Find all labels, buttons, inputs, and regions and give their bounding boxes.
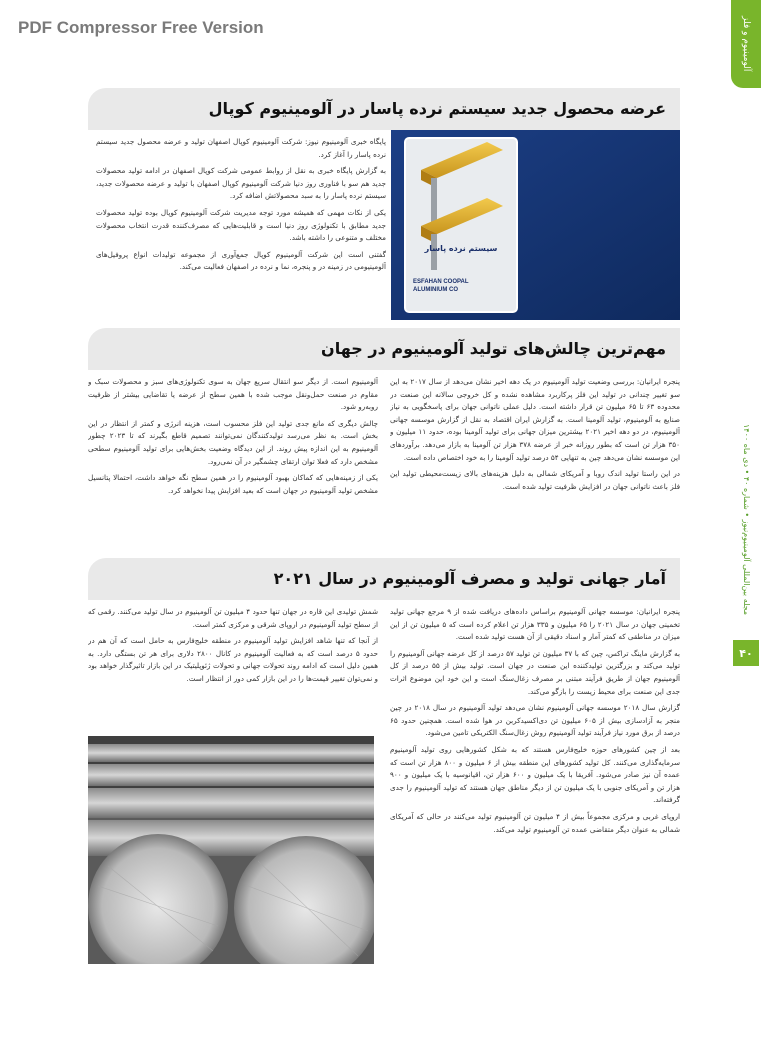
article2-paragraph: پنجره ایرانیان: بررسی وضعیت تولید آلومینیوم در یک دهه اخیر نشان می‌دهد از سال ۲۰۱۷ به این سو تغییر چندانی در تولید این فلز پرکاربرد مشاهده نشده و کل خروجی سالانه این صنعت در محدوده ۶۳ تا ۶۵ میلیون تن قرار داشته است. دلیل عملی ناتوانی جهان برای پاسخگویی به نیاز صنایع به آلومینیوم، تولید آلومینا است. به گزارش ایران اقتصاد به نقل از گزارش موسسه جهانی آلومینیوم، در دو دهه اخیر ۲۰۲۱ بیشترین میزان جهانی برای تولید آلومینا بوده، حدود ۱۱ میلیون و ۳۵۰ هزار تن است که بطور روزانه خبر از عرضه ۳۷۸ هزار تن آلومینا به بازار می‌دهد. برآوردهای این موسسه نشان می‌دهد چین به تنهایی ۵۴ درصد تولید آلومینا را به خود اختصاص داده است. bbox=[390, 377, 680, 462]
article1-title: عرضه محصول جدید سیستم نرده پاسار در آلومینیوم کوپال bbox=[208, 99, 666, 118]
article3-paragraph: پنجره ایرانیان: موسسه جهانی آلومینیوم براساس داده‌های دریافت شده از ۹ مرجع جهانی تولید تخمینی جهان در سال ۲۰۲۱ را ۶۵ میلیون و ۳۳۵ هزار تن اعلام کرده است که ۵ میلیون تن از این میزان در مناطقی که کمتر آمار و اسناد دقیقی از آن هست تولید شده است. bbox=[390, 607, 680, 642]
image-caption: سیستم نرده پاسار bbox=[424, 244, 498, 253]
article2-paragraph: یکی از زمینه‌هایی که کماکان بهبود آلومینیوم را در همین سطح نگه خواهد داشت، احتمالا پتانسیل مشخص تولید آلومینیوم در جهان است که بعید افزایش پیدا نخواهد کرد. bbox=[88, 473, 378, 495]
article2-paragraph: در این راستا تولید اندک روبا و آمریکای شمالی به دلیل هزینه‌های بالای زیست‌محیطی تولید این فلز باعث ناتوانی جهان در افزایش ظرفیت تولید شده است. bbox=[390, 469, 680, 491]
article2-title: مهم‌ترین چالش‌های تولید آلومینیوم در جهان bbox=[321, 339, 666, 358]
article1-paragraph: گفتنی است این شرکت آلومینیوم کوپال جمع‌آوری از مجموعه تولیدات انواع پروفیل‌های آلومینیومی در زمینه در و پنجره، نما و نرده در اصفهان فعالیت می‌کند. bbox=[96, 249, 386, 272]
section-tab bbox=[731, 0, 761, 88]
article2-column-right bbox=[390, 376, 680, 552]
article2-paragraph: چالش دیگری که مانع جدی تولید این فلز محسوب است، هزینه انرژی و کمتر از انتظار در این بخش است. به نظر می‌رسد تولیدکنندگان نمی‌توانند تصمیم قاطع بگیرند که تا ۲۰۲۳ چطور آلومینیوم به این اندازه پیش روند. از این دیدگاه وضعیت بخش‌هایی برای تولید آلومینیوم سطحی مشخص دارد که فعلا توان ارتقای چشمگیر در آن نمی‌رود. bbox=[88, 418, 378, 466]
aluminium-billets-photo bbox=[88, 736, 374, 964]
article1-paragraph: به گزارش پایگاه خبری به نقل از روابط عمومی شرکت کوپال اصفهان در ادامه تولید محصولات جدید هم سو با فناوری روز دنیا شرکت آلومینیوم کوپال اصفهان با تولید و عرضه محصولات جدید، سیستم نرده پاسار را به سبد محصولاتش اضافه کرد. bbox=[96, 166, 386, 201]
article3-paragraph: بعد از چین کشورهای حوزه خلیج‌فارس هستند که به شکل کشورهایی روی تولید آلومینیوم سرمایه‌گذاری می‌کنند. کل تولید کشورهای این منطقه بیش از ۶ میلیون و ۸۰۰ هزار تن است که عمده آن نیز صادر می‌شود. آفریقا با یک میلیون و ۶۰۰ هزار تن، اقیانوسیه با یک میلیون و ۹۰۰ هزار تن و آمریکای جنوبی با یک میلیون تن از دیگر مناطق جهان هستند که تولید آلومینیوم را جدی گرفته‌اند. bbox=[390, 744, 680, 805]
article1-paragraph: یکی از نکات مهمی که همیشه مورد توجه مدیریت شرکت آلومینیوم کوپال بوده تولید محصولات جدید مطابق با تکنولوژی روز دنیا است و قابلیت‌هایی که مصرف‌کننده قدرت انتخاب محصولات مختلف و متنوعی را داشته باشد. bbox=[96, 207, 386, 243]
article2-paragraph: آلومینیوم است. از دیگر سو انتقال سریع جهان به سوی تکنولوژی‌های سبز و محصولات سبک و مقاوم در صنعت حمل‌ونقل موجب شده با همین سطح از عرضه یا تقاضایی بیشتر از ظرفیت روبه‌رو شود. bbox=[88, 377, 378, 412]
article3-column-right bbox=[390, 606, 680, 964]
side-issue-label: مجله بین‌المللی آلومینیوم‌نیوز • شماره ۴۰ • دی ماه ۱۴۰۰ bbox=[742, 424, 751, 616]
billets-illustration bbox=[88, 736, 374, 964]
section-tab-label: آلومینیوم و فلز bbox=[741, 16, 751, 72]
article3-title: آمار جهانی تولید و مصرف آلومینیوم در سال ۲۰۲۱ bbox=[273, 569, 666, 588]
article1-paragraph: پایگاه خبری آلومینیوم نیوز: شرکت آلومینیوم کوپال اصفهان تولید و عرضه محصول جدید سیستم نرده پاسار را آغاز کرد. bbox=[96, 137, 386, 159]
article3-column-left bbox=[88, 606, 378, 730]
article3-paragraph: اروپای غربی و مرکزی مجموعاً بیش از ۴ میلیون تن آلومینیوم تولید می‌کنند در حالی که آمریکای شمالی به عنوان دیگر متقاضی عمده تن آلومینیوم تولید می‌کند. bbox=[390, 811, 680, 834]
article2-column-left bbox=[88, 376, 378, 552]
article1-body bbox=[96, 136, 386, 320]
article3-paragraph: شمش تولیدی این قاره در جهان تنها حدود ۴ میلیون تن آلومینیوم در سال تولید می‌کنند. رقمی که از سطح تولید آلومینیوم در اروپای شرقی و مرکزی کمتر است. bbox=[88, 607, 378, 629]
page-number: ۴۰ bbox=[733, 640, 759, 666]
article3-paragraph: گزارش سال ۲۰۱۸ موسسه جهانی آلومینیوم نشان می‌دهد تولید آلومینیوم در سال ۲۰۱۸ در چین منجر به آزادسازی بیش از ۶۰۵ میلیون تن دی‌اکسیدکربن در هوا شده است. همچنین حدود ۶۵ درصد از برق مورد نیاز فرآیند تولید آلومینیوم روش زغال‌سنگ الکتریکی تامین می‌شود. bbox=[390, 703, 680, 738]
product-image bbox=[391, 130, 680, 320]
article3-paragraph: از آنجا که تنها شاهد افزایش تولید آلومینیوم در منطقه خلیج‌فارس به حامل است که آن هم در حدود ۵ درصد است که به فعالیت آلومینیوم در کانال ۲۸۰۰ دلاری برای هر تن بستگی دارد. به همین دلیل است که ادامه روند تحولات جهانی و تحولات ژئوپلیتیک در این بازار تاثیرگذار خواهد بود و نمی‌توان تغییر قیمت‌ها را در این بازار کمی دور از انتظار است. bbox=[88, 636, 378, 683]
article1-title-band bbox=[88, 88, 680, 130]
article2-title-band bbox=[88, 328, 680, 370]
article3-paragraph: به گزارش ماینگ تراکس، چین که با ۳۷ میلیون تن تولید ۵۷ درصد از کل عرضه جهانی آلومینیوم را تولید می‌کند و بزرگترین تولیدکننده این صنعت در جهان است. تولید بیش از ۵۵ درصد از کل آلومینیوم جهان از طریق فرآیند مبتنی بر مصرف زغال‌سنگ است و این خود این موضوع اثرات جدی این صنعت برای محیط زیست را بازگو می‌کند. bbox=[390, 648, 680, 696]
image-brand: ESFAHAN COOPAL ALUMINIUM CO bbox=[413, 279, 469, 293]
watermark: PDF Compressor Free Version bbox=[18, 18, 264, 37]
article3-title-band bbox=[88, 558, 680, 600]
